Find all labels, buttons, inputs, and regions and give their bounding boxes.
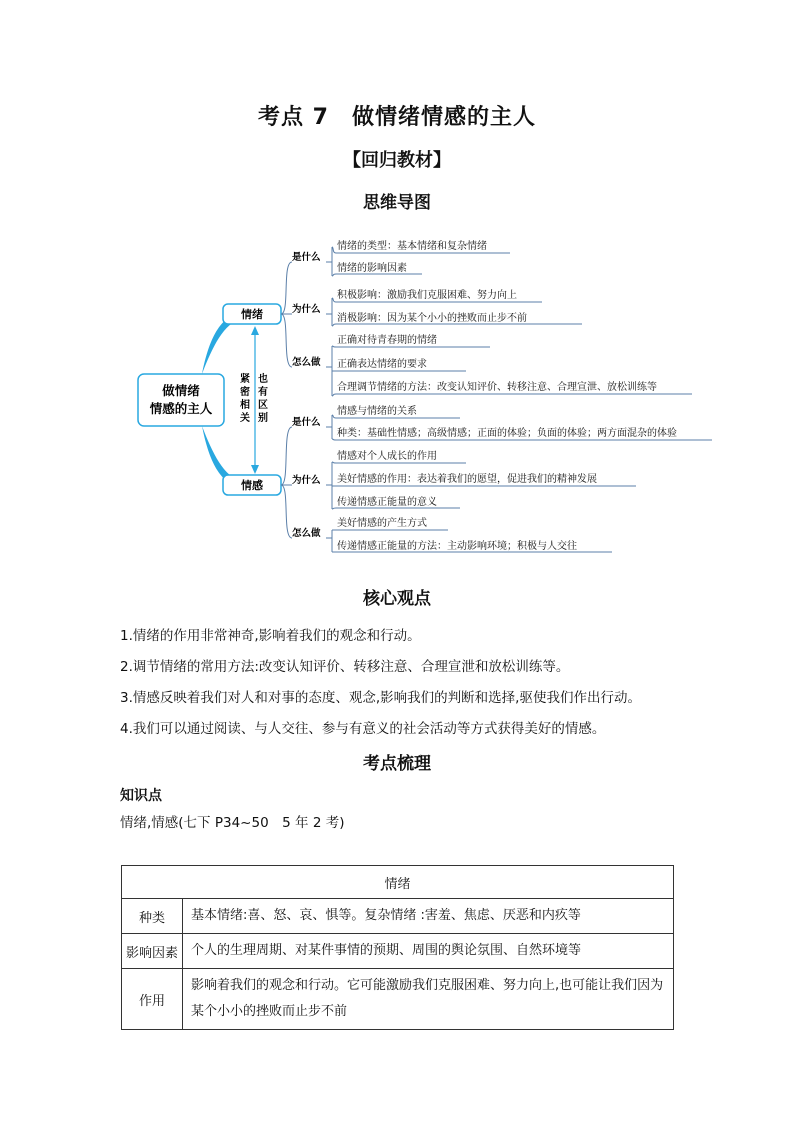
section-subtitle: 【回归教材】 — [343, 150, 451, 171]
qingxu-label: 情绪 — [241, 308, 263, 321]
relation-char: 紧 — [240, 374, 250, 385]
row-label: 影响因素 — [122, 934, 183, 969]
knowledge-label: 知识点 — [120, 788, 162, 804]
row-label: 作用 — [122, 969, 183, 1030]
row-content: 个人的生理周期、对某件事情的预期、周围的舆论氛围、自然环境等 — [183, 934, 674, 969]
qingxu-wei-item: 积极影响：激励我们克服困难、努力向上 — [337, 290, 517, 301]
center-box — [138, 374, 224, 426]
qingxu-shi-item: 情绪的影响因素 — [337, 263, 407, 274]
row-label: 种类 — [122, 899, 183, 934]
qinggan-label: 情感 — [241, 479, 263, 492]
qingxu-zen-label: 怎么做 — [292, 357, 321, 368]
core-point: 3.情感反映着我们对人和对事的态度、观念,影响我们的判断和选择,驱使我们作出行动。 — [120, 690, 641, 706]
table-header-row — [122, 866, 674, 899]
qinggan-shi-label: 是什么 — [292, 417, 321, 428]
relation-char: 关 — [240, 413, 250, 424]
review-heading: 考点梳理 — [363, 754, 431, 774]
core-point: 2.调节情绪的常用方法:改变认知评价、转移注意、合理宣泄和放松训练等。 — [120, 659, 570, 675]
relation-char: 密 — [240, 387, 250, 398]
qinggan-zen-item: 美好情感的产生方式 — [337, 518, 427, 529]
branch-connectors — [281, 262, 292, 538]
arrow-head-up — [251, 326, 259, 335]
qinggan-shi-item: 种类：基础性情感；高级情感；正面的体验；负面的体验；两方面混杂的体验 — [337, 428, 677, 439]
qingxu-wei-label: 为什么 — [292, 304, 321, 315]
qinggan-wei-item: 情感对个人成长的作用 — [337, 451, 437, 462]
arrow-head-down — [251, 465, 259, 474]
relation-char: 区 — [258, 400, 268, 411]
center-label-line1: 做情绪 — [162, 383, 200, 398]
qingxu-zen-item: 正确表达情绪的要求 — [337, 359, 427, 370]
qingxu-categories — [292, 251, 321, 368]
qingxu-zen-item: 正确对待青春期的情绪 — [337, 335, 437, 346]
qingxu-shi-item: 情绪的类型：基本情绪和复杂情绪 — [337, 241, 487, 252]
mind-map — [130, 232, 730, 554]
relation-char: 有 — [258, 387, 268, 398]
table-row — [122, 934, 674, 969]
table-row — [122, 899, 674, 934]
page-title: 考点 7 做情绪情感的主人 — [258, 105, 536, 130]
row-content: 影响着我们的观念和行动。它可能激励我们克服困难、努力向上,也可能让我们因为某个小小的挫败而止步不前 — [183, 969, 674, 1030]
relation-text — [240, 372, 268, 424]
mindmap-heading: 思维导图 — [363, 193, 431, 213]
relation-char: 相 — [240, 400, 250, 411]
knowledge-table — [121, 865, 674, 1030]
core-heading: 核心观点 — [363, 589, 431, 609]
core-point: 1.情绪的作用非常神奇,影响着我们的观念和行动。 — [120, 628, 421, 644]
table-row — [122, 969, 674, 1030]
knowledge-scope: 情绪,情感(七下 P34~50 5 年 2 考) — [120, 815, 345, 831]
qingxu-wei-item: 消极影响：因为某个小小的挫败而止步不前 — [337, 313, 527, 324]
qingxu-zen-item: 合理调节情绪的方法：改变认知评价、转移注意、合理宣泄、放松训练等 — [337, 382, 657, 393]
row-content: 基本情绪:喜、怒、哀、惧等。复杂情绪 :害羞、焦虑、厌恶和内疚等 — [183, 899, 674, 934]
table-header: 情绪 — [122, 866, 674, 899]
qingxu-items — [337, 239, 657, 393]
qinggan-zen-label: 怎么做 — [292, 528, 321, 539]
qinggan-wei-item: 传递情感正能量的意义 — [337, 497, 437, 508]
qinggan-wei-item: 美好情感的作用：表达着我们的愿望，促进我们的精神发展 — [337, 474, 597, 485]
center-label-line2: 情感的主人 — [149, 401, 213, 416]
qinggan-shi-item: 情感与情绪的关系 — [337, 406, 417, 417]
relation-char: 也 — [258, 374, 268, 385]
qinggan-zen-item: 传递情感正能量的方法：主动影响环境；积极与人交往 — [337, 541, 577, 552]
qingxu-shi-label: 是什么 — [292, 252, 321, 263]
qinggan-categories — [292, 416, 321, 539]
qinggan-wei-label: 为什么 — [292, 475, 321, 486]
relation-char: 别 — [258, 413, 268, 424]
core-point: 4.我们可以通过阅读、与人交往、参与有意义的社会活动等方式获得美好的情感。 — [120, 721, 606, 737]
